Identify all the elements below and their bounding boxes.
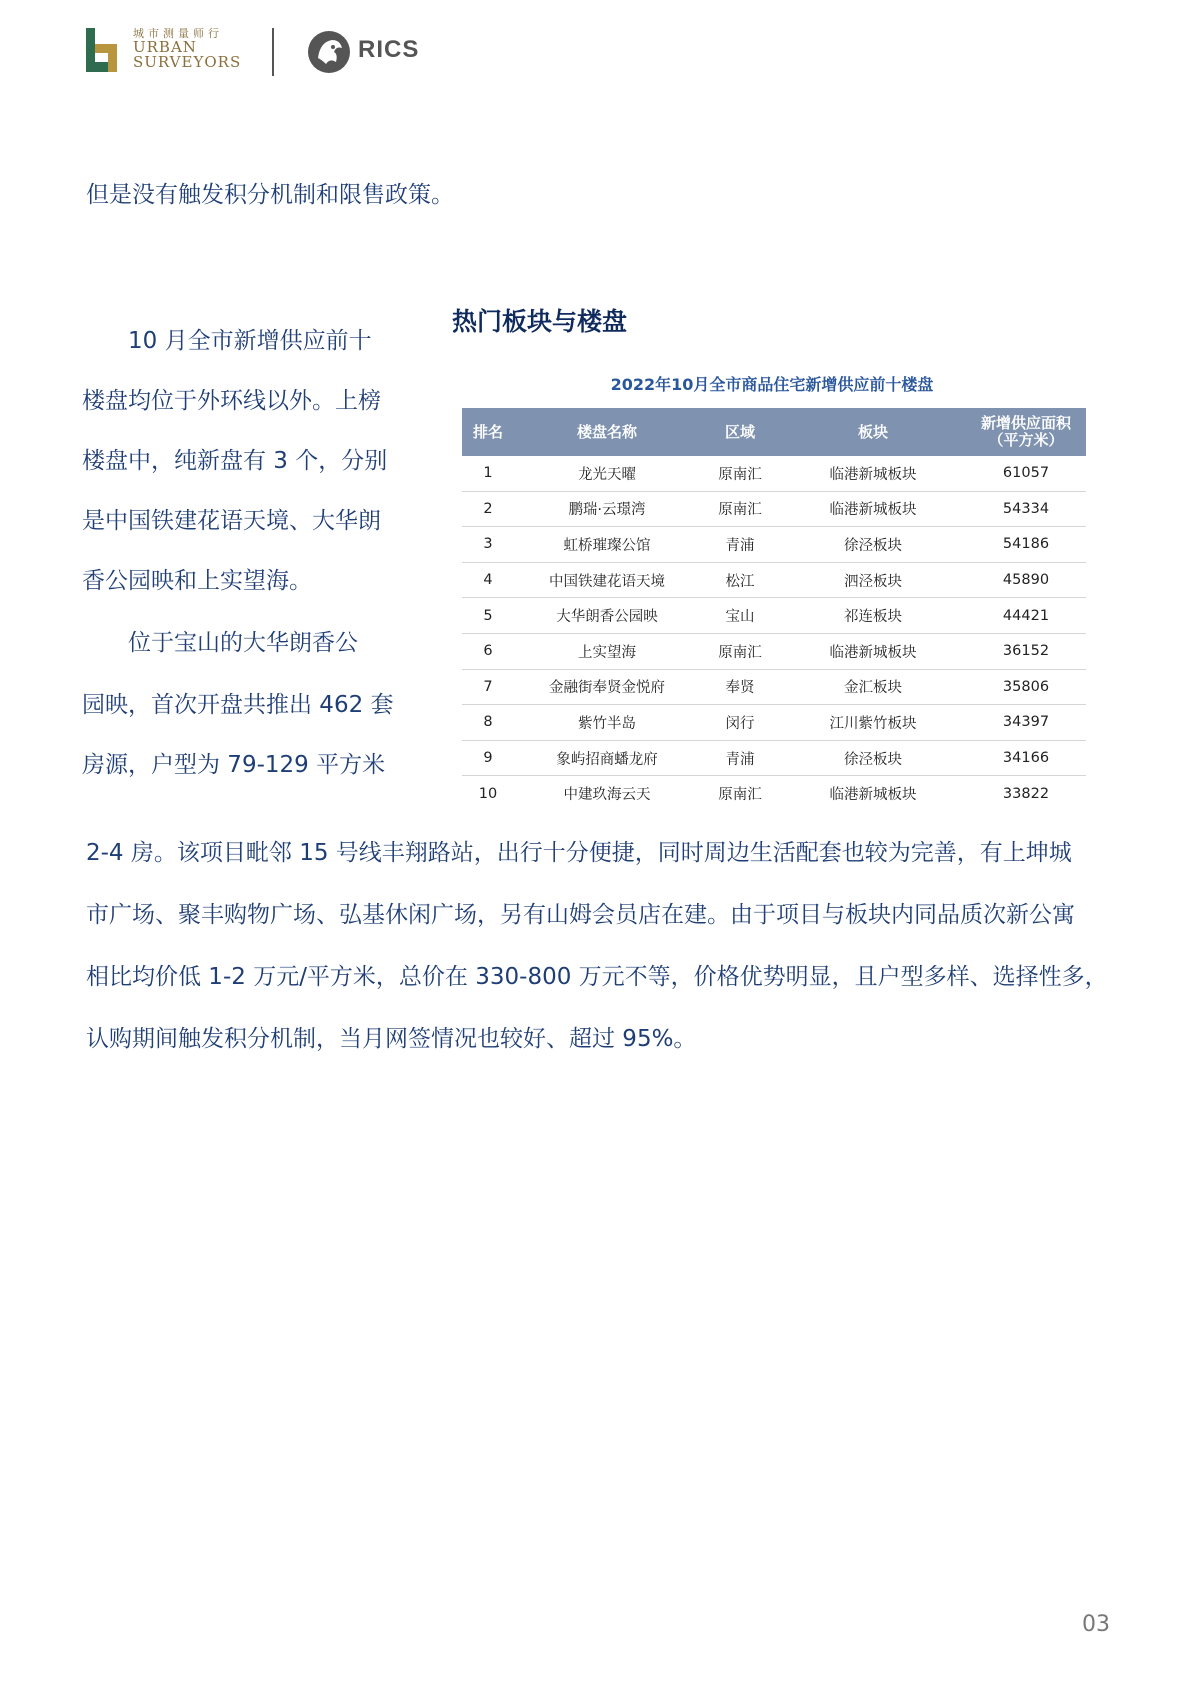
table-row <box>462 598 1086 634</box>
table-row <box>462 740 1086 776</box>
cell-block: 徐泾板块 <box>780 740 966 776</box>
cell-new-supply: 54186 <box>966 527 1086 563</box>
cell-new-supply: 45890 <box>966 562 1086 598</box>
cell-block: 临港新城板块 <box>829 787 917 804</box>
cell-rank: 9 <box>462 740 514 776</box>
cell-rank: 2 <box>462 491 514 527</box>
header-divider <box>272 28 274 76</box>
left-column-line: 香公园映和上实望海。 <box>82 568 312 594</box>
left-column-line: 园映，首次开盘共推出 462 套 <box>82 692 394 718</box>
intro-paragraph: 但是没有触发积分机制和限售政策。 <box>86 182 454 208</box>
cell-district: 奉贤 <box>700 669 780 705</box>
table-row <box>462 491 1086 527</box>
cell-block: 江川紫竹板块 <box>780 705 966 741</box>
section-title: 热门板块与楼盘 <box>452 307 628 336</box>
logo-chinese-name: 城市测量师行 <box>133 27 223 40</box>
table-row <box>462 527 1086 563</box>
page-number: 03 <box>1082 1612 1110 1637</box>
logo-english-line1: URBAN <box>133 38 197 56</box>
left-column-line: 10 月全市新增供应前十 <box>82 328 372 354</box>
rics-lion-logo-icon <box>306 28 352 76</box>
cell-block: 祁连板块 <box>780 598 966 634</box>
cell-new-supply: 61057 <box>966 456 1086 491</box>
header-district: 区域 <box>700 408 780 456</box>
cell-project-name: 龙光天曜 <box>514 456 700 491</box>
cell-district: 青浦 <box>700 527 780 563</box>
cell-block: 临港新城板块 <box>780 633 966 669</box>
cell-district: 宝山 <box>700 598 780 634</box>
body-line: 市广场、聚丰购物广场、弘基休闲广场，另有山姆会员店在建。由于项目与板块内同品质次新公寓 <box>86 902 1075 928</box>
table-row <box>462 633 1086 669</box>
cell-new-supply: 34397 <box>966 705 1086 741</box>
header-new-supply-line2: （平方米） <box>988 431 1064 449</box>
cell-block: 金汇板块 <box>780 669 966 705</box>
left-column-line: 位于宝山的大华朗香公 <box>82 630 358 656</box>
cell-project-name: 紫竹半岛 <box>514 705 700 741</box>
cell-new-supply: 54334 <box>966 491 1086 527</box>
header-new-supply-line1: 新增供应面积 <box>980 414 1071 432</box>
cell-district: 原南汇 <box>700 456 780 491</box>
cell-new-supply: 44421 <box>966 598 1086 634</box>
cell-new-supply: 33822 <box>1002 785 1050 802</box>
cell-rank: 1 <box>462 456 514 491</box>
cell-block: 徐泾板块 <box>780 527 966 563</box>
cell-rank: 3 <box>462 527 514 563</box>
cell-project-name: 鹏瑞·云璟湾 <box>514 491 700 527</box>
cell-block: 临港新城板块 <box>780 456 966 491</box>
cell-district: 原南汇 <box>700 491 780 527</box>
cell-project-name: 上实望海 <box>514 633 700 669</box>
cell-district: 原南汇 <box>718 787 762 804</box>
table-header-row <box>462 408 1086 456</box>
rics-wordmark: RICS <box>358 36 420 63</box>
cell-block: 泗泾板块 <box>780 562 966 598</box>
cell-rank: 4 <box>462 562 514 598</box>
body-line: 2-4 房。该项目毗邻 15 号线丰翔路站，出行十分便捷，同时周边生活配套也较为完善，有上坤城 <box>86 840 1072 866</box>
header-rank: 排名 <box>462 408 514 456</box>
table-row <box>462 776 1086 811</box>
cell-district: 原南汇 <box>700 633 780 669</box>
urban-surveyors-logo-text <box>133 28 241 70</box>
cell-rank: 8 <box>462 705 514 741</box>
cell-project-name: 中建玖海云天 <box>563 787 651 804</box>
logo-english-line2: SURVEYORS <box>133 53 242 71</box>
header-new-supply <box>966 408 1086 456</box>
cell-rank: 6 <box>462 633 514 669</box>
cell-district: 松江 <box>700 562 780 598</box>
cell-new-supply: 36152 <box>966 633 1086 669</box>
cell-rank: 7 <box>462 669 514 705</box>
cell-project-name: 象屿招商蟠龙府 <box>514 740 700 776</box>
page-header <box>86 24 486 80</box>
cell-new-supply: 34166 <box>966 740 1086 776</box>
cell-block: 临港新城板块 <box>780 491 966 527</box>
left-column-line: 楼盘中，纯新盘有 3 个，分别 <box>82 448 388 474</box>
table-title: 2022年10月全市商品住宅新增供应前十楼盘 <box>610 375 934 394</box>
cell-project-name: 金融街奉贤金悦府 <box>514 669 700 705</box>
left-column-line: 楼盘均位于外环线以外。上榜 <box>82 388 381 414</box>
cell-project-name: 虹桥璀璨公馆 <box>514 527 700 563</box>
table-row <box>462 456 1086 491</box>
header-project-name: 楼盘名称 <box>514 408 700 456</box>
cell-new-supply: 35806 <box>966 669 1086 705</box>
left-column-line: 房源，户型为 79-129 平方米 <box>82 752 386 778</box>
cell-project-name: 大华朗香公园映 <box>514 598 700 634</box>
top-ten-supply-table <box>462 408 1086 811</box>
cell-rank: 5 <box>462 598 514 634</box>
table-row <box>462 669 1086 705</box>
cell-district: 青浦 <box>700 740 780 776</box>
cell-rank: 10 <box>478 785 498 802</box>
cell-district: 闵行 <box>700 705 780 741</box>
body-line: 相比均价低 1-2 万元/平方米，总价在 330-800 万元不等，价格优势明显，且户型多样、选择性多， <box>86 964 1108 990</box>
urban-surveyors-logo-icon <box>86 28 126 72</box>
left-column-line: 是中国铁建花语天境、大华朗 <box>82 508 381 534</box>
body-line: 认购期间触发积分机制，当月网签情况也较好、超过 95%。 <box>86 1026 697 1052</box>
cell-project-name: 中国铁建花语天境 <box>514 562 700 598</box>
table-row <box>462 705 1086 741</box>
table-row <box>462 562 1086 598</box>
header-block: 板块 <box>780 408 966 456</box>
